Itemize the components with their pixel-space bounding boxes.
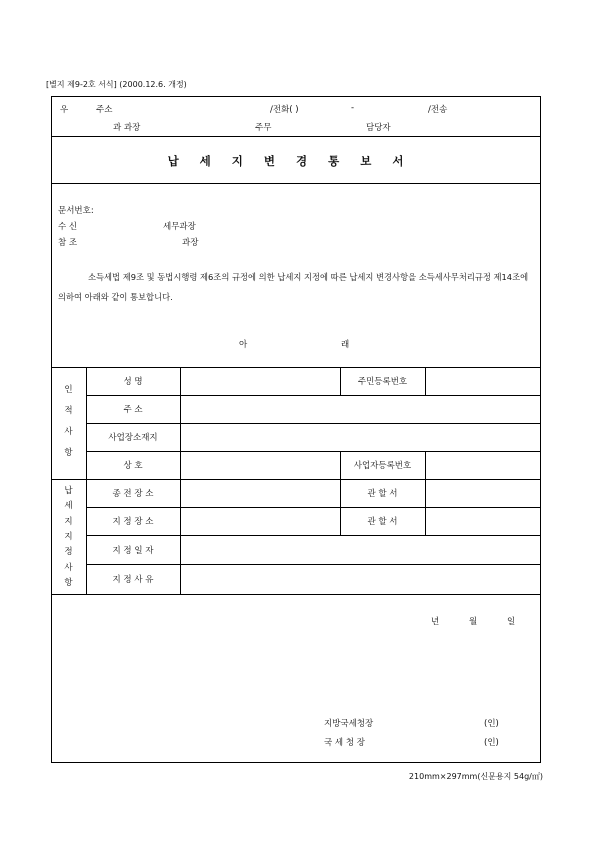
group-label-char: 지: [64, 516, 73, 527]
recipient-value: 세무과장: [163, 222, 196, 232]
regional-commissioner-label: 지방국세청장: [324, 719, 374, 729]
group-label-char: 납: [64, 485, 73, 496]
designated-place-label: 지 정 장 소: [112, 517, 154, 527]
group-label-char: 항: [64, 447, 73, 458]
divider: [51, 136, 541, 137]
table-line: [180, 367, 181, 594]
form-number-caption: [별지 제9-2호 서식] (2000.12.6. 개정): [46, 80, 187, 89]
group-label-char: 사: [64, 562, 73, 573]
address-label: 주소: [96, 105, 113, 115]
date-year-label: 년: [431, 617, 440, 627]
group-label-char: 항: [64, 578, 73, 589]
address-row-label: 주 소: [123, 405, 143, 415]
personal-info-group-label: [51, 378, 86, 462]
group-label-char: 지: [64, 531, 73, 542]
group-label-char: 정: [64, 547, 73, 558]
reference-value: 과장: [182, 238, 199, 248]
staff-label: 담당자: [366, 123, 391, 133]
group-label-char: 인: [64, 384, 73, 395]
below-label-rae: 래: [341, 340, 350, 350]
notice-body: 소득세법 제9조 및 동법시행령 제6조의 규정에 의한 납세지 지정에 따른 납세지 변경사항을 소득세사무처리규정 제14조에 의하여 아래와 같이 통보합니다.: [58, 272, 529, 302]
previous-place-label: 종 전 장 소: [112, 489, 154, 499]
fax-label: /전송: [428, 105, 448, 115]
paper-spec: 210mm×297mm(신문용지 54g/㎡): [408, 772, 543, 781]
rrn-label: 주민등록번호: [357, 377, 408, 387]
recipient-label: 수 신: [58, 222, 78, 232]
group-label-char: 세: [64, 501, 73, 512]
phone-dash: -: [351, 103, 355, 113]
group-label-char: 적: [64, 405, 73, 416]
name-label: 성 명: [123, 377, 143, 387]
date-day-label: 일: [507, 617, 516, 627]
table-line: [51, 594, 541, 595]
seal-mark: (인): [484, 719, 499, 729]
trade-name-label: 상 호: [123, 461, 143, 471]
document-title: 납세지변경통보서: [167, 154, 425, 168]
reference-label: 참 조: [58, 238, 78, 248]
document-number-label: 문서번호:: [58, 206, 94, 216]
table-line: [425, 451, 426, 535]
group-label-char: 사: [64, 426, 73, 437]
jurisdiction-label: 관 할 서: [367, 517, 398, 527]
jurisdiction-label: 관 할 서: [367, 489, 398, 499]
national-commissioner-label: 국 세 청 장: [324, 738, 365, 748]
phone-label: /전화( ): [270, 105, 299, 115]
designated-date-label: 지 정 일 자: [112, 545, 154, 556]
designated-reason-label: 지 정 사 유: [112, 575, 154, 585]
designation-group-label: [51, 482, 86, 590]
table-line: [425, 367, 426, 395]
below-label-a: 아: [239, 340, 248, 350]
business-address-label: 사업장소재지: [108, 433, 158, 443]
section-chief-label: 과 과장: [113, 123, 141, 133]
officer-label: 주무: [255, 123, 272, 133]
date-month-label: 월: [469, 617, 478, 627]
postal-label: 우: [60, 105, 69, 115]
business-reg-no-label: 사업자등록번호: [353, 461, 412, 471]
divider: [51, 183, 541, 184]
seal-mark: (인): [484, 738, 499, 748]
